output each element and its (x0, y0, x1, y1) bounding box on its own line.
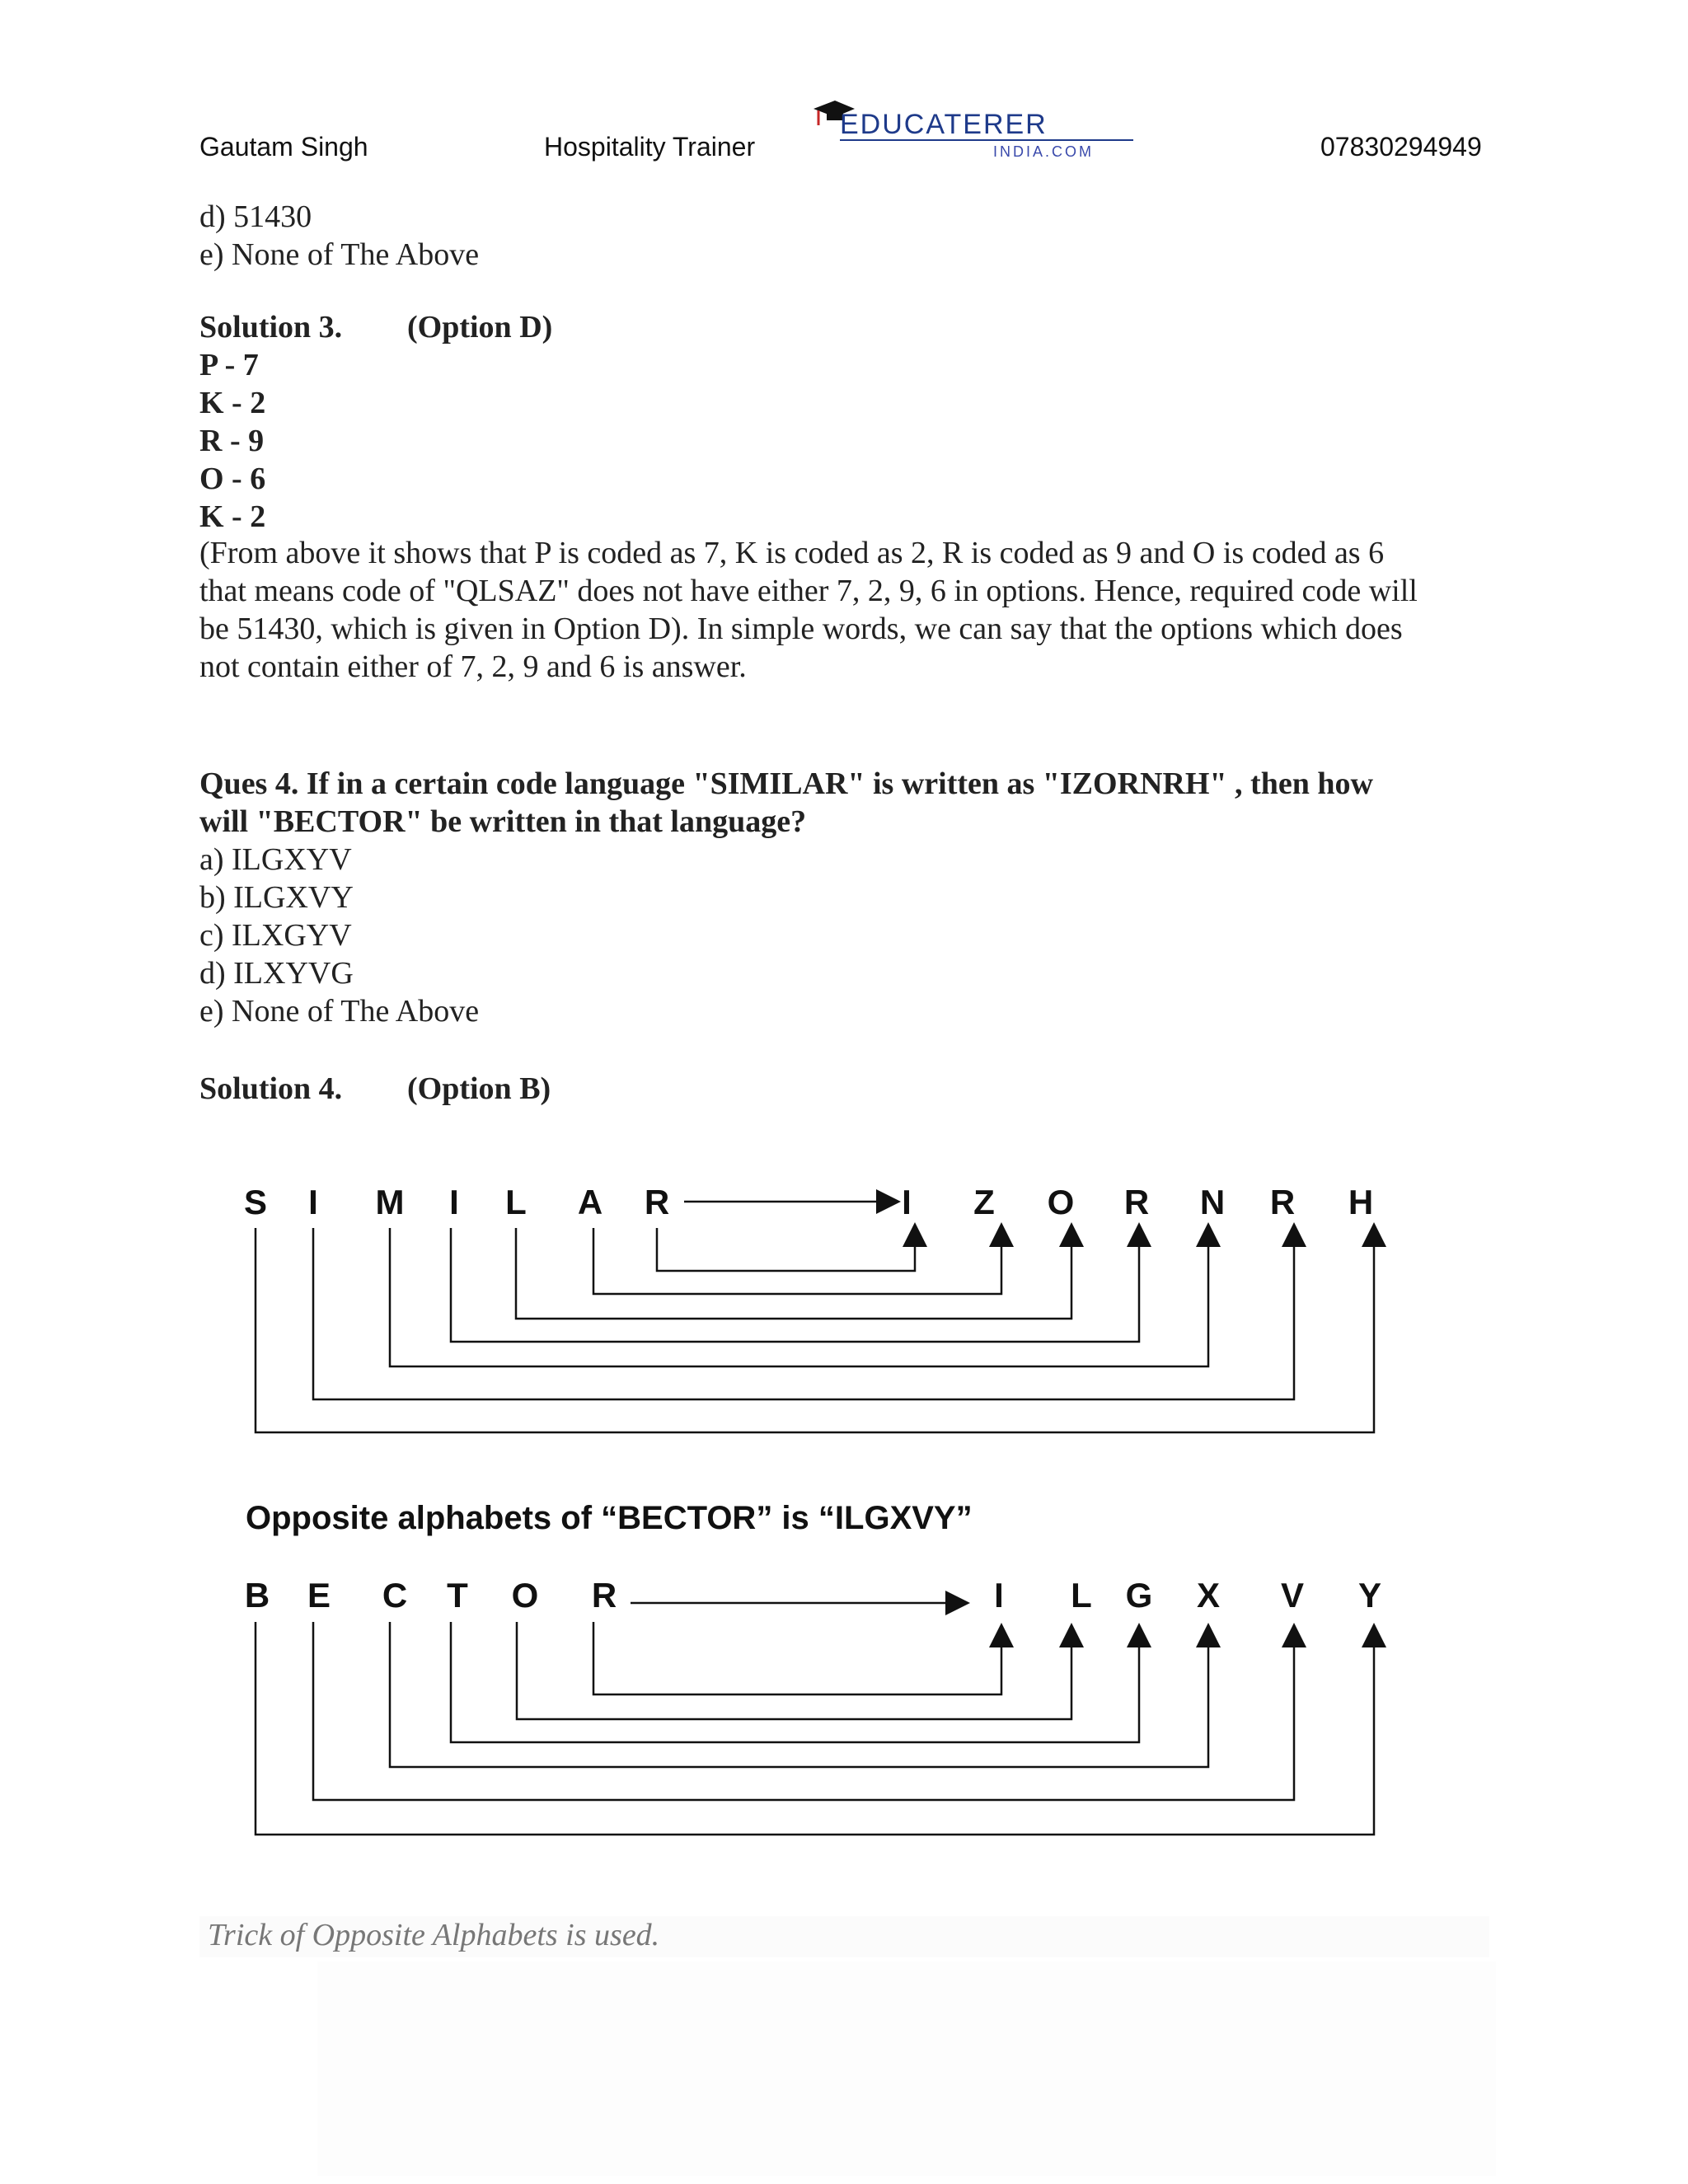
d1-left-letter: M (375, 1183, 405, 1221)
blank-area (317, 1961, 1496, 2176)
d1-right-letter: N (1199, 1183, 1226, 1221)
d2-left-letter: C (382, 1576, 408, 1615)
d1-right-letter: H (1348, 1183, 1374, 1221)
d2-left-letter: O (511, 1576, 539, 1615)
d1-connector (256, 1228, 1374, 1432)
header-role: Hospitality Trainer (544, 132, 756, 162)
d2-right-letter: L (1071, 1576, 1092, 1615)
d2-left-letter: E (307, 1576, 331, 1615)
d2-connector (451, 1622, 1139, 1742)
solution3-option: (Option D) (407, 310, 553, 344)
d1-left-letter: I (308, 1183, 318, 1221)
d1-connector (313, 1228, 1294, 1399)
q3-option-e: e) None of The Above (199, 237, 480, 272)
trick-note-box (199, 1916, 1489, 1957)
diagram2-title: Opposite alphabets of “BECTOR” is “ILGXVY” (246, 1500, 973, 1536)
d1-left-letter: A (577, 1183, 603, 1221)
d2-left-letter: B (244, 1576, 270, 1615)
d1-left-letter: L (505, 1183, 527, 1221)
header-author: Gautam Singh (199, 132, 368, 162)
header-phone: 07830294949 (1320, 132, 1482, 162)
d2-left-letter: T (447, 1576, 468, 1615)
d1-right-letter: I (902, 1183, 912, 1221)
d2-right-letter: Y (1357, 1576, 1382, 1615)
d2-right-letter: V (1280, 1576, 1305, 1615)
d1-right-letter: R (1269, 1183, 1296, 1221)
d1-connector (390, 1228, 1208, 1366)
d2-right-letter: X (1196, 1576, 1221, 1615)
d1-right-letter: R (1123, 1183, 1150, 1221)
d1-connector (593, 1228, 1001, 1294)
question4-line1: Ques 4. If in a certain code language "SIMILAR" is written as "IZORNRH" , then how (199, 766, 1373, 801)
q4-option-d: d) ILXYVG (199, 956, 354, 991)
d2-left-letter: R (591, 1576, 617, 1615)
solution3-title: Solution 3. (199, 310, 343, 344)
bector-mapping-diagram (0, 1558, 1688, 1854)
solution4-title: Solution 4. (199, 1071, 343, 1106)
solution3-code-2: K - 2 (199, 386, 266, 420)
d1-connector (516, 1228, 1071, 1319)
solution4-option: (Option B) (407, 1071, 551, 1106)
solution3-code-4: O - 6 (199, 462, 266, 496)
d2-connector (593, 1622, 1001, 1694)
d1-connector (451, 1228, 1139, 1342)
q4-option-b: b) ILGXVY (199, 880, 354, 915)
q4-option-c: c) ILXGYV (199, 918, 352, 953)
q3-option-d: d) 51430 (199, 199, 312, 234)
question4-line2: will "BECTOR" be written in that language? (199, 804, 807, 839)
d1-left-letter: R (644, 1183, 670, 1221)
d2-connector (313, 1622, 1294, 1800)
d2-connector (517, 1622, 1071, 1719)
similar-mapping-diagram (0, 1154, 1688, 1451)
d2-right-letter: G (1125, 1576, 1153, 1615)
solution3-code-1: P - 7 (199, 348, 259, 382)
d1-left-letter: S (243, 1183, 268, 1221)
educaterer-logo (812, 97, 1137, 163)
d2-connector (256, 1622, 1374, 1835)
solution3-code-5: K - 2 (199, 499, 266, 534)
d1-left-letter: I (449, 1183, 459, 1221)
solution3-explanation: (From above it shows that P is coded as 7, K is coded as 2, R is coded as 9 and O is coded as 6 that means code of "QLSAZ" does not have either 7, 2, 9, 6 in options. Hence, required code will be 51430, which is given in Option D). In simple words, we can say that the options which does not contain either of 7, 2, 9 and 6 is answer. (199, 536, 1418, 684)
svg-text:INDIA.COM: INDIA.COM (993, 143, 1095, 160)
q4-option-a: a) ILGXYV (199, 842, 352, 877)
d1-connector (657, 1228, 915, 1271)
d1-right-letter: Z (973, 1183, 995, 1221)
d2-right-letter: I (994, 1576, 1004, 1615)
svg-text:EDUCATERER: EDUCATERER (840, 109, 1048, 140)
solution3-code-3: R - 9 (199, 424, 265, 458)
trick-note: Trick of Opposite Alphabets is used. (208, 1918, 660, 1952)
q4-option-e: e) None of The Above (199, 994, 480, 1029)
d1-right-letter: O (1047, 1183, 1075, 1221)
